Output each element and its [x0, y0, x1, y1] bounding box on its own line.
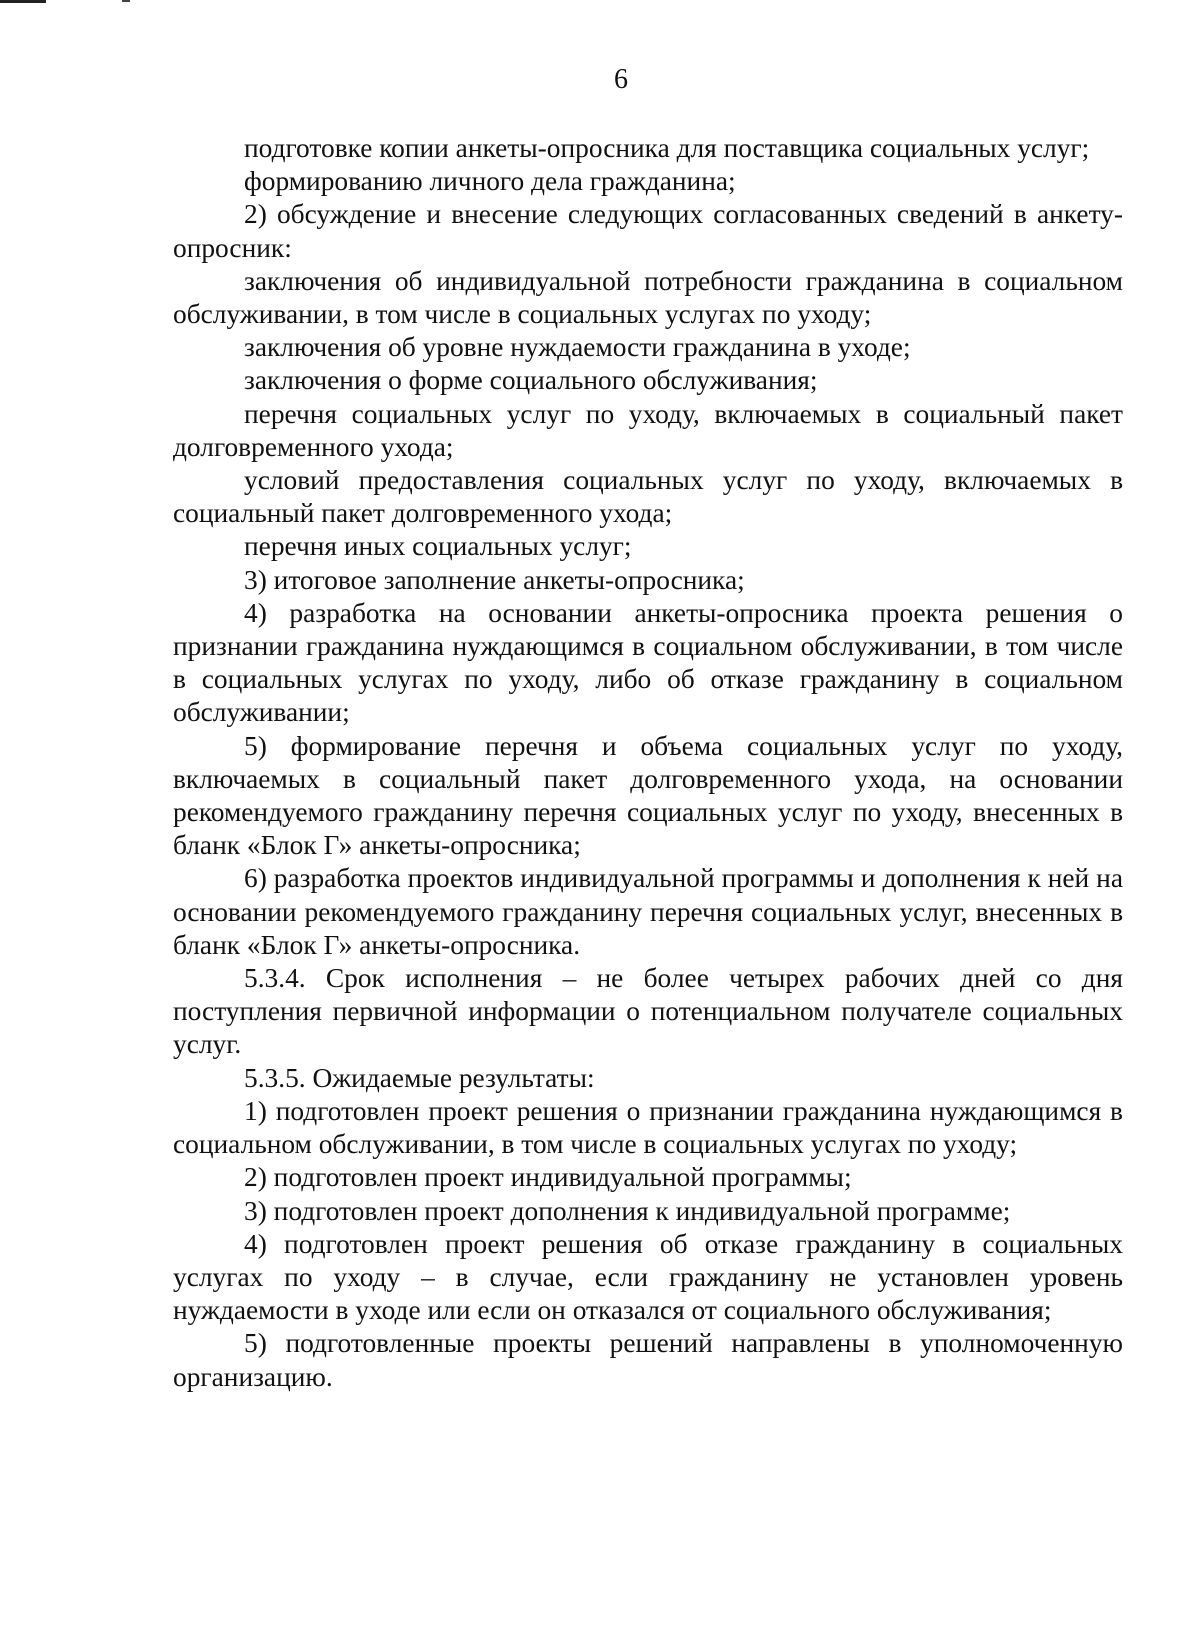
paragraph: условий предоставления социальных услуг по уходу, включаемых в социальный пакет долговременного ухода; — [173, 465, 1123, 529]
paragraph: 3) подготовлен проект дополнения к индивидуальной программе; — [244, 1195, 1011, 1226]
paragraph: подготовке копии анкеты-опросника для поставщика социальных услуг; — [244, 133, 1090, 163]
scan-edge-mark — [0, 0, 46, 3]
scan-edge-mark — [122, 0, 130, 2]
paragraph: перечня социальных услуг по уходу, включаемых в социальный пакет долговременного ухода; — [173, 398, 1123, 462]
page-number: 6 — [614, 64, 628, 95]
paragraph: 5) формирование перечня и объема социальных услуг по уходу, включаемых в социальный пакет долговременного ухода, на основании рекомендуемого гражданину перечня социальных услуг по уходу, внесенных в бланк «Блок Г» анкеты-опросника; — [173, 730, 1123, 861]
paragraph: 5.3.5. Ожидаемые результаты: — [244, 1062, 595, 1093]
document-body — [173, 132, 1123, 1394]
paragraph: 5.3.4. Срок исполнения – не более четырех рабочих дней со дня поступления первичной информации о потенциальном получателе социальных услуг. — [173, 963, 1123, 1060]
paragraph: 4) подготовлен проект решения об отказе гражданину в социальных услугах по уходу – в случае, если гражданину не установлен уровень нуждаемости в уходе или если он отказался от социального обслуживания; — [173, 1228, 1123, 1326]
paragraph: 6) разработка проектов индивидуальной программы и дополнения к ней на основании рекомендуемого гражданину перечня социальных услуг, внесенных в бланк «Блок Г» анкеты-опросника. — [173, 863, 1123, 960]
paragraph: 1) подготовлен проект решения о признании гражданина нуждающимся в социальном обслуживании, в том числе в социальных услугах по уходу; — [173, 1095, 1123, 1160]
paragraph: 5) подготовленные проекты решений направлены в уполномоченную организацию. — [173, 1328, 1123, 1392]
paragraph: формированию личного дела гражданина; — [244, 166, 736, 197]
paragraph: перечня иных социальных услуг; — [244, 531, 632, 562]
paragraph: заключения о форме социального обслуживания; — [244, 365, 818, 396]
paragraph: 3) итоговое заполнение анкеты-опросника; — [244, 564, 745, 595]
paragraph: заключения об индивидуальной потребности гражданина в социальном обслуживании, в том числе в социальных услугах по уходу; — [173, 265, 1123, 330]
paragraph: заключения об уровне нуждаемости гражданина в уходе; — [244, 332, 911, 363]
paragraph: 4) разработка на основании анкеты-опросника проекта решения о признании гражданина нуждающимся в социальном обслуживании, в том числе в социальных услугах по уходу, либо об отказе гражданину в социальном обслуживании; — [173, 597, 1123, 728]
paragraph: 2) обсуждение и внесение следующих согласованных сведений в анкету-опросник: — [173, 199, 1123, 263]
paragraph: 2) подготовлен проект индивидуальной программы; — [244, 1162, 852, 1193]
